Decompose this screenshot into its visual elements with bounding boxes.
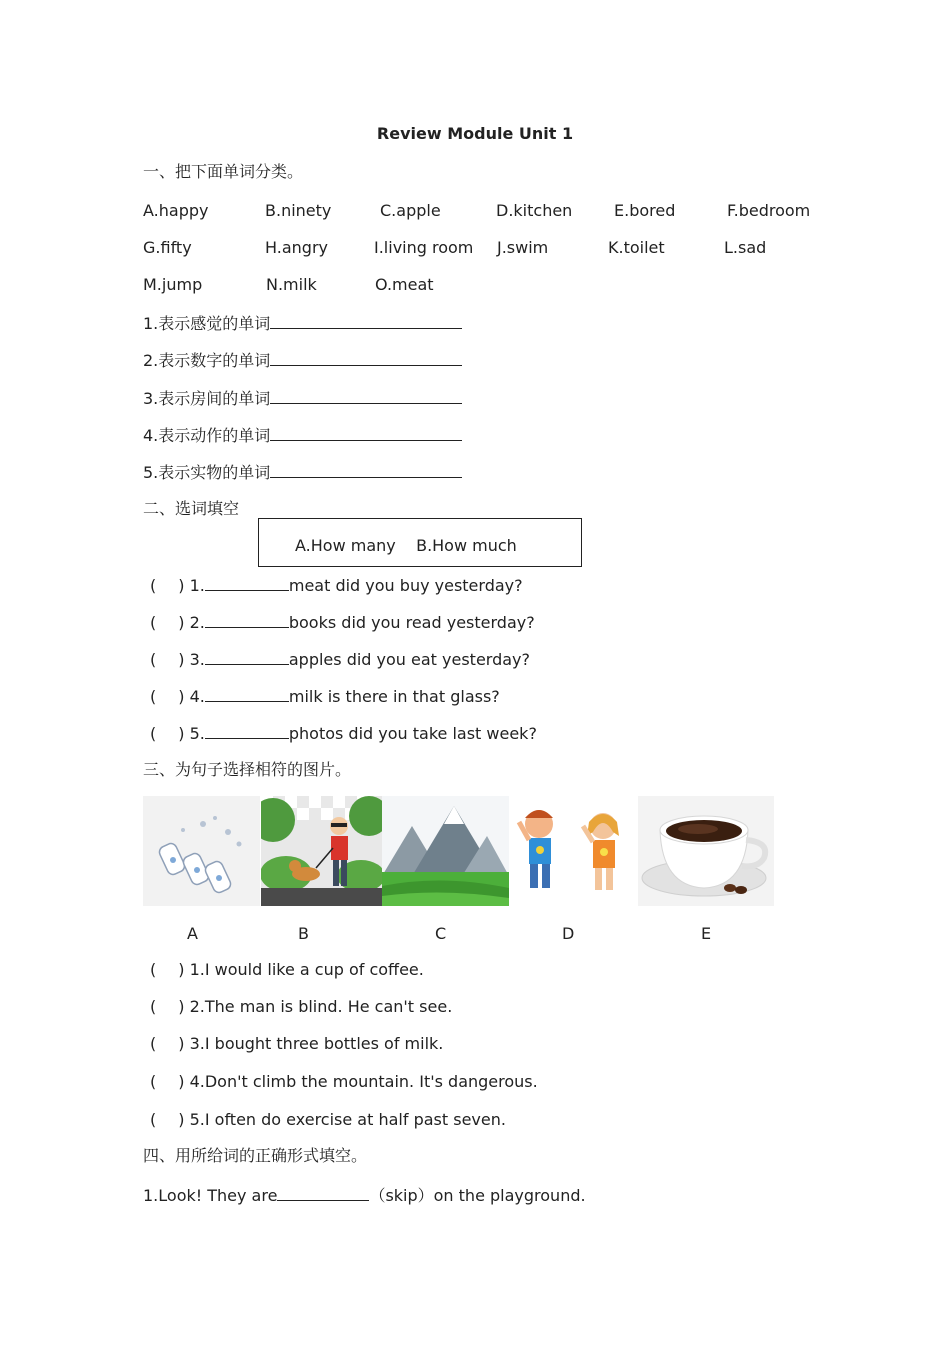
section1-heading: 一、把下面单词分类。 bbox=[143, 162, 304, 181]
word-d: D.kitchen bbox=[496, 201, 573, 220]
match-item: ( ) 3.I bought three bottles of milk. bbox=[150, 1034, 444, 1053]
fill-item: ( ) 2. books did you read yesterday? bbox=[150, 613, 535, 632]
answer-blank[interactable] bbox=[205, 611, 289, 628]
word-c: C.apple bbox=[380, 201, 441, 220]
answer-blank[interactable] bbox=[205, 722, 289, 739]
category-prompt: 5.表示实物的单词 bbox=[143, 463, 271, 482]
picture-label-c: C bbox=[435, 924, 447, 943]
word-g: G.fifty bbox=[143, 238, 192, 257]
answer-blank[interactable] bbox=[270, 387, 462, 404]
match-item: ( ) 2.The man is blind. He can't see. bbox=[150, 997, 453, 1016]
fill-item: ( ) 4. milk is there in that glass? bbox=[150, 687, 500, 706]
section4-heading: 四、用所给词的正确形式填空。 bbox=[143, 1146, 368, 1165]
category-prompt: 4.表示动作的单词 bbox=[143, 426, 271, 445]
word-e: E.bored bbox=[614, 201, 676, 220]
word-j: J.swim bbox=[497, 238, 549, 257]
fill-item: ( ) 5. photos did you take last week? bbox=[150, 724, 537, 743]
page-title: Review Module Unit 1 bbox=[376, 124, 574, 143]
category-prompt: 3.表示房间的单词 bbox=[143, 389, 271, 408]
answer-blank[interactable] bbox=[270, 312, 462, 329]
picture-label-d: D bbox=[562, 924, 575, 943]
match-item: ( ) 4.Don't climb the mountain. It's dangerous. bbox=[150, 1072, 538, 1091]
kids-exercise-picture bbox=[509, 796, 636, 906]
section2-heading: 二、选词填空 bbox=[143, 499, 240, 518]
picture-label-b: B bbox=[298, 924, 309, 943]
mountains-picture bbox=[382, 796, 509, 906]
word-o: O.meat bbox=[375, 275, 434, 294]
fill-item: ( ) 3. apples did you eat yesterday? bbox=[150, 650, 531, 669]
word-a: A.happy bbox=[143, 201, 209, 220]
word-h: H.angry bbox=[265, 238, 328, 257]
picture-label-e: E bbox=[701, 924, 712, 943]
milk-bottles-picture bbox=[143, 796, 260, 906]
word-b: B.ninety bbox=[265, 201, 332, 220]
options-text: A.How many B.How much bbox=[295, 536, 517, 555]
answer-blank[interactable] bbox=[270, 349, 462, 366]
verb-form-item: 1.Look! They are （skip）on the playground. bbox=[143, 1186, 586, 1205]
fill-item: ( ) 1. meat did you buy yesterday? bbox=[150, 576, 523, 595]
answer-blank[interactable] bbox=[270, 424, 462, 441]
answer-blank[interactable] bbox=[277, 1184, 369, 1201]
coffee-cup-picture bbox=[638, 796, 774, 906]
category-row bbox=[143, 312, 462, 334]
category-row bbox=[143, 387, 462, 409]
category-row bbox=[143, 461, 462, 483]
word-f: F.bedroom bbox=[727, 201, 811, 220]
match-item: ( ) 5.I often do exercise at half past seven. bbox=[150, 1110, 506, 1129]
category-row bbox=[143, 349, 462, 371]
answer-blank[interactable] bbox=[205, 685, 289, 702]
word-n: N.milk bbox=[266, 275, 317, 294]
category-prompt: 2.表示数字的单词 bbox=[143, 351, 271, 370]
picture-label-a: A bbox=[187, 924, 198, 943]
answer-blank[interactable] bbox=[205, 574, 289, 591]
word-i: I.living room bbox=[374, 238, 474, 257]
section3-heading: 三、为句子选择相符的图片。 bbox=[143, 760, 352, 779]
category-prompt: 1.表示感觉的单词 bbox=[143, 314, 271, 333]
category-row bbox=[143, 424, 462, 446]
answer-blank[interactable] bbox=[270, 461, 462, 478]
word-k: K.toilet bbox=[608, 238, 665, 257]
word-m: M.jump bbox=[143, 275, 203, 294]
word-l: L.sad bbox=[724, 238, 767, 257]
blind-man-picture bbox=[261, 796, 382, 906]
answer-blank[interactable] bbox=[205, 648, 289, 665]
match-item: ( ) 1.I would like a cup of coffee. bbox=[150, 960, 424, 979]
